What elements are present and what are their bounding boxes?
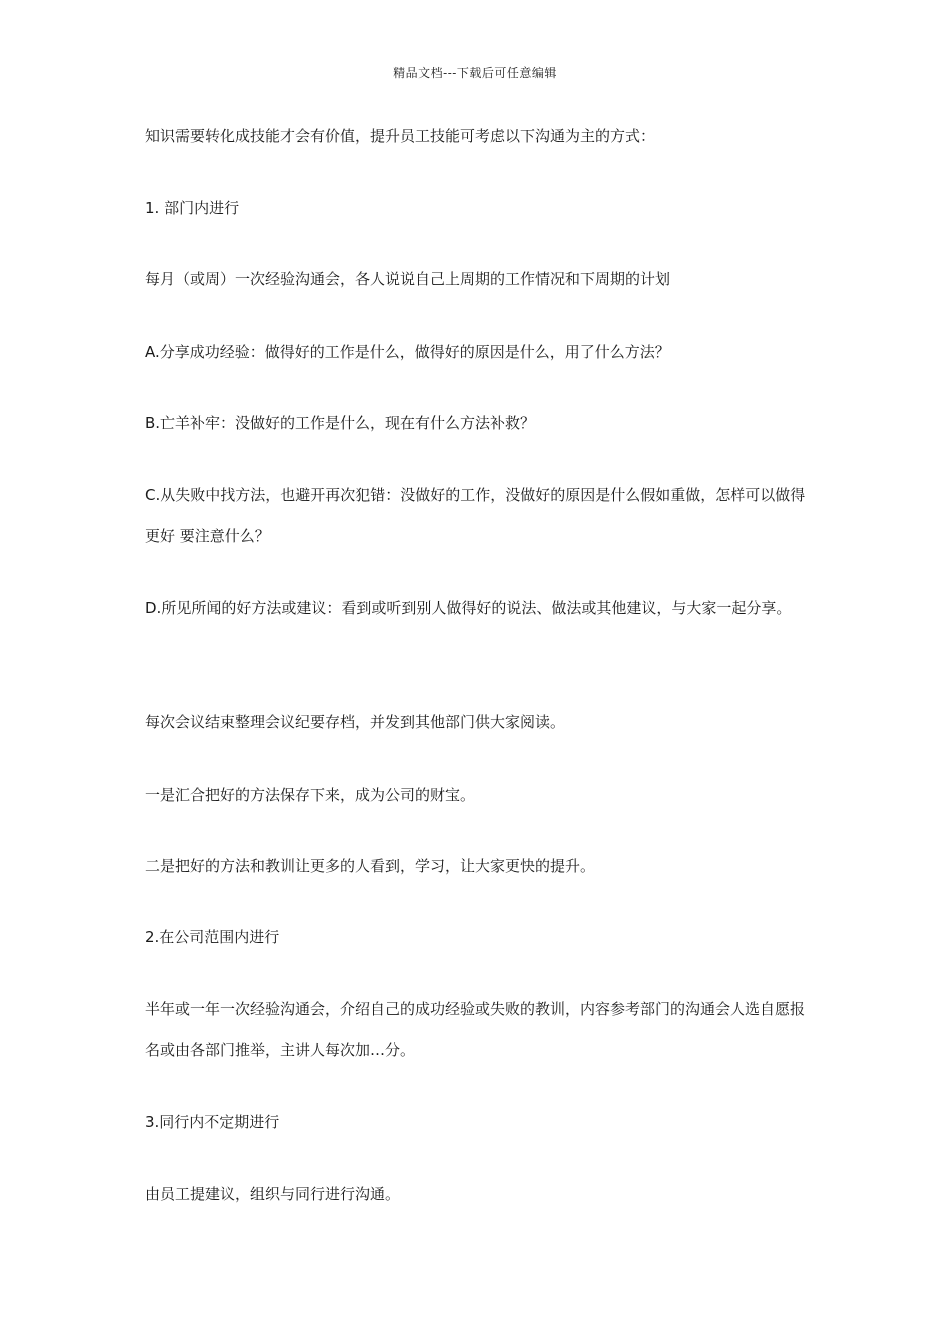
- paragraph-monthly-meeting: 每月（或周）一次经验沟通会，各人说说自己上周期的工作情况和下周期的计划: [145, 270, 671, 288]
- paragraph-company-meeting: 半年或一年一次经验沟通会，介绍自己的成功经验或失败的教训，内容参考部门的沟通会人选自愿报名或由各部门推举，主讲人每次加…分。: [145, 1000, 806, 1059]
- intro-paragraph: 知识需要转化成技能才会有价值，提升员工技能可考虑以下沟通为主的方式：: [145, 127, 656, 145]
- section-1-heading: 1. 部门内进行: [145, 199, 240, 217]
- item-d: D.所见所闻的好方法或建议：看到或听到别人做得好的说法、做法或其他建议，与大家一起分享。: [145, 599, 792, 617]
- section-2-heading: 2.在公司范围内进行: [145, 928, 280, 946]
- paragraph-minutes: 每次会议结束整理会议纪要存档，并发到其他部门供大家阅读。: [145, 713, 566, 731]
- item-a: A.分享成功经验：做得好的工作是什么，做得好的原因是什么，用了什么方法？: [145, 343, 670, 361]
- paragraph-first-benefit: 一是汇合把好的方法保存下来，成为公司的财宝。: [145, 786, 476, 804]
- section-3-heading: 3.同行内不定期进行: [145, 1113, 280, 1131]
- header-note: 精品文档---下载后可任意编辑: [393, 66, 557, 80]
- paragraph-second-benefit: 二是把好的方法和教训让更多的人看到，学习，让大家更快的提升。: [145, 857, 596, 875]
- item-c: C.从失败中找方法，也避开再次犯错：没做好的工作，没做好的原因是什么假如重做，怎样可以做得更好 要注意什么？: [145, 486, 806, 545]
- item-b: B.亡羊补牢：没做好的工作是什么，现在有什么方法补救？: [145, 414, 536, 432]
- paragraph-peer-communication: 由员工提建议，组织与同行进行沟通。: [145, 1185, 401, 1203]
